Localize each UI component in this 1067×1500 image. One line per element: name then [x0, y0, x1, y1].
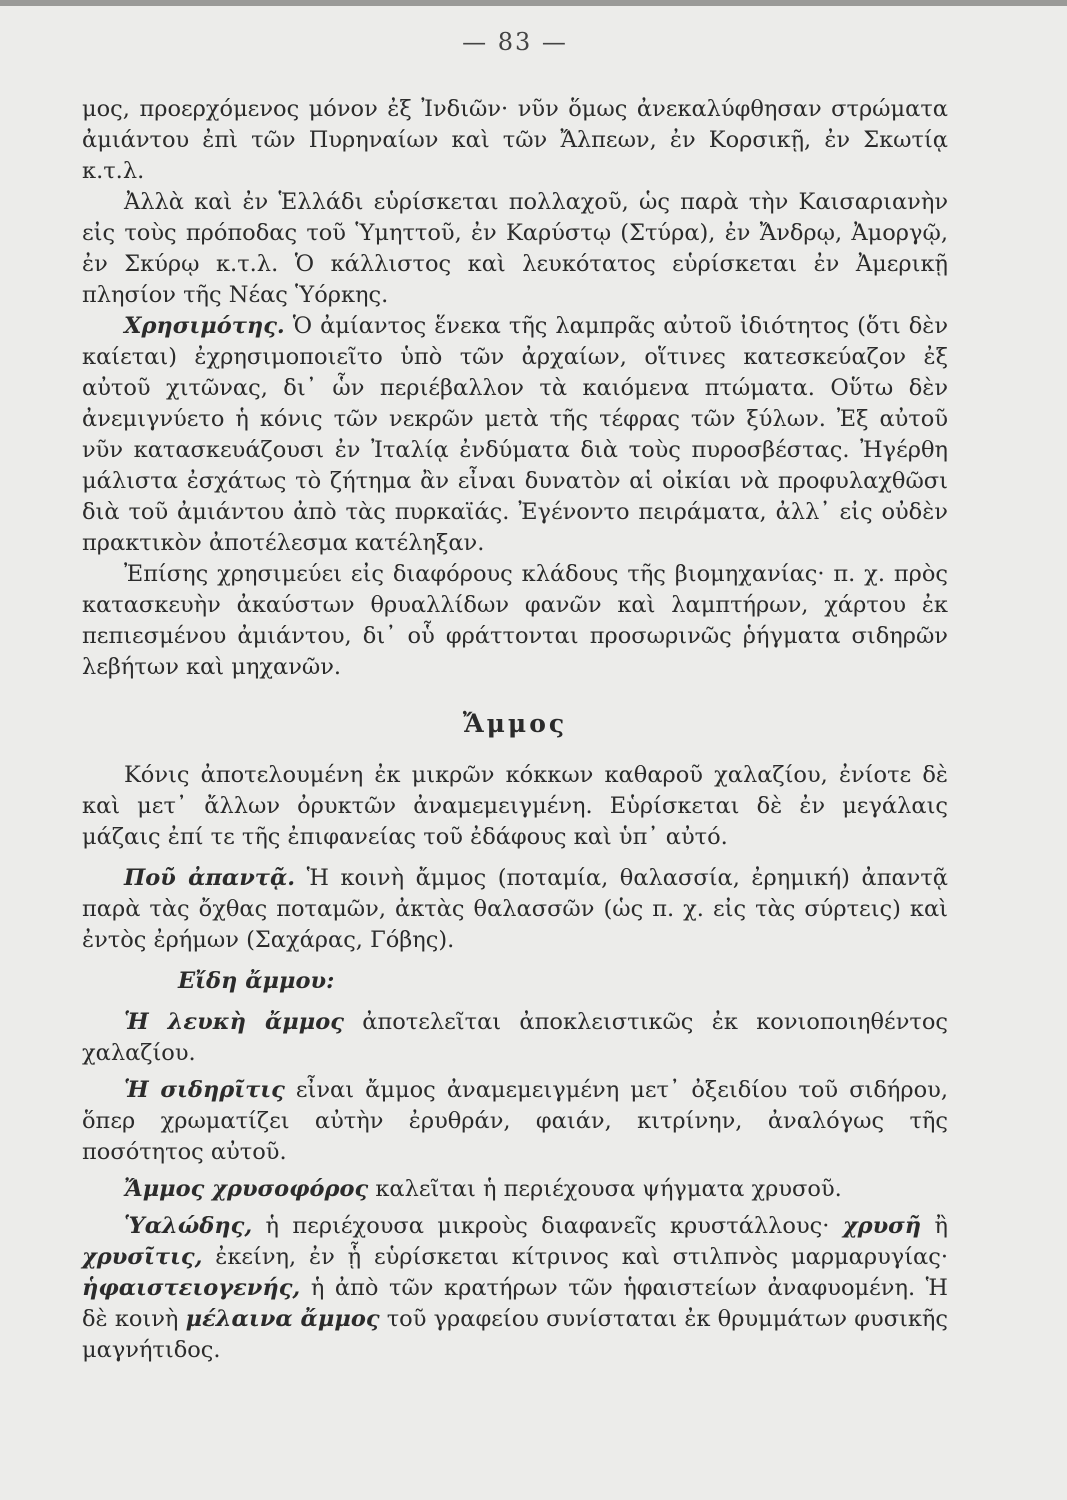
kind-white-sand-text: ἀποτελεῖται ἀποκλειστικῶς ἐκ κονιοποιηθέντος χαλαζίου.: [82, 1009, 948, 1066]
paragraph-usefulness: [82, 311, 948, 559]
kind-white-sand-term: Ἡ λευκὴ ἄμμος: [124, 1009, 344, 1035]
kind-glassy-text: ἡ περιέχουσα μικροὺς διαφανεῖς κρυστάλλους·: [252, 1213, 843, 1239]
kind-siderite-text: εἶναι ἄμμος ἀναμεμειγμένη μετ᾽ ὀξειδίου τοῦ σιδήρου, ὅπερ χρωματίζει αὐτὴν ἐρυθράν, φαιάν, κιτρίνην, ἀναλόγως τῆς ποσότητος αὐτοῦ.: [82, 1077, 948, 1165]
usefulness-heading: Χρησιμότης.: [124, 313, 285, 339]
kind-volcanic-term: ἡφαιστειογενής,: [82, 1275, 301, 1301]
kind-volcanic-text: ἡ ἀπὸ τῶν κρατήρων τῶν ἡφαιστείων ἀναφυομένη. Ἡ δὲ κοινὴ: [82, 1275, 948, 1332]
page-number: — 83 —: [462, 28, 568, 56]
where-found-text: Ἡ κοινὴ ἄμμος (ποταμία, θαλασσία, ἐρημική) ἀπαντᾷ παρὰ τὰς ὄχθας ποταμῶν, ἀκτὰς θαλασσῶν (ὡς π. χ. εἰς τὰς σύρτεις) καὶ ἐντὸς ἐρήμων (Σαχάρας, Γόβης).: [82, 865, 948, 953]
section-title: Ἄμμος: [462, 709, 568, 738]
kind-gold-bearing-text: καλεῖται ἡ περιέχουσα ψήγματα χρυσοῦ.: [368, 1176, 842, 1202]
paragraph-sand-definition: Κόνις ἀποτελουμένη ἐκ μικρῶν κόκκων καθαροῦ χαλαζίου, ἐνίοτε δὲ καὶ μετ᾽ ἄλλων ὀρυκτῶν ἀναμεμειγμένη. Εὑρίσκεται δὲ ἐν μεγάλαις μάζαις ἐπί τε τῆς ἐπιφανείας τοῦ ἐδάφους καὶ ὑπ᾽ αὐτό.: [82, 762, 948, 850]
kind-or-text: ἢ: [921, 1213, 949, 1239]
kind-black-sand-text: τοῦ γραφείου συνίσταται ἐκ θρυμμάτων φυσικῆς μαγνήτιδος.: [82, 1306, 949, 1363]
kinds-heading: Εἴδη ἄμμου:: [178, 968, 335, 994]
kind-white-sand: [82, 1007, 948, 1069]
usefulness-text: Ὁ ἀμίαντος ἕνεκα τῆς λαμπρᾶς αὐτοῦ ἰδιότητος (ὅτι δὲν καίεται) ἐχρησιμοποιεῖτο ὑπὸ τῶν ἀρχαίων, οἵτινες κατεσκεύαζον ἐξ αὐτοῦ χιτῶνας, δι᾽ ὧν περιέβαλλον τὰ καιόμενα πτώματα. Οὕτω δὲν ἀνεμιγνύετο ἡ κόνις τῶν νεκρῶν μετὰ τῆς τέφρας τῶν ξύλων. Ἐξ αὐτοῦ νῦν κατασκευάζουσι ἐν Ἰταλίᾳ ἐνδύματα διὰ τοὺς πυροσβέστας. Ἠγέρθη μάλιστα ἐσχάτως τὸ ζήτημα ἂν εἶναι δυνατὸν αἱ οἰκίαι νὰ προφυλαχθῶσι διὰ τοῦ ἀμιάντου ἀπὸ τὰς πυρκαϊάς. Ἐγένοντο πειράματα, ἀλλ᾽ εἰς οὐδὲν πρακτικὸν ἀποτέλεσμα κατέληξαν.: [82, 313, 948, 556]
kind-gold-bearing-term: Ἄμμος χρυσοφόρος: [124, 1176, 369, 1202]
kind-golden-term: χρυσῆ: [842, 1213, 922, 1239]
kind-chrysitis-term: χρυσῖτις,: [82, 1244, 203, 1270]
paragraph-where-found: [82, 863, 948, 956]
kind-glassy-term: Ὑαλώδης,: [124, 1213, 253, 1239]
page-top-edge: [0, 0, 1067, 6]
paragraph-greece-locations: Ἀλλὰ καὶ ἐν Ἑλλάδι εὑρίσκεται πολλαχοῦ, ὡς παρὰ τὴν Καισαριανὴν εἰς τοὺς πρόποδας τοῦ Ὑμηττοῦ, ἐν Καρύστῳ (Στύρα), ἐν Ἄνδρῳ, Ἀμοργῷ, ἐν Σκύρῳ κ.τ.λ. Ὁ κάλλιστος καὶ λευκότατος εὑρίσκεται ἐν Ἀμερικῇ πλησίον τῆς Νέας Ὑόρκης.: [82, 189, 948, 308]
paragraph-industry: Ἐπίσης χρησιμεύει εἰς διαφόρους κλάδους τῆς βιομηχανίας· π. χ. πρὸς κατασκευὴν ἀκαύστων θρυαλλίδων φανῶν καὶ λαμπτήρων, χάρτου ἐκ πεπιεσμένου ἀμιάντου, δι᾽ οὗ φράττονται προσωρινῶς ῥήγματα σιδηρῶν λεβήτων καὶ μηχανῶν.: [82, 561, 948, 680]
kind-siderite: [82, 1075, 948, 1168]
kind-chrysitis-text: ἐκείνη, ἐν ᾗ εὑρίσκεται κίτρινος καὶ στιλπνὸς μαρμαρυγίας·: [202, 1244, 948, 1270]
kind-glassy-and-others: [82, 1211, 948, 1366]
kind-siderite-term: Ἡ σιδηρῖτις: [124, 1077, 285, 1103]
paragraph-continuation: μος, προερχόμενος μόνον ἐξ Ἰνδιῶν· νῦν ὅμως ἀνεκαλύφθησαν στρώματα ἀμιάντου ἐπὶ τῶν Πυρηναίων καὶ τῶν Ἄλπεων, ἐν Κορσικῇ, ἐν Σκωτίᾳ κ.τ.λ.: [82, 96, 948, 184]
where-found-heading: Ποῦ ἀπαντᾷ.: [124, 865, 296, 891]
book-page: [82, 28, 948, 1366]
kind-black-sand-term: μέλαινα ἄμμος: [185, 1306, 380, 1332]
kind-gold-bearing: [82, 1174, 948, 1205]
